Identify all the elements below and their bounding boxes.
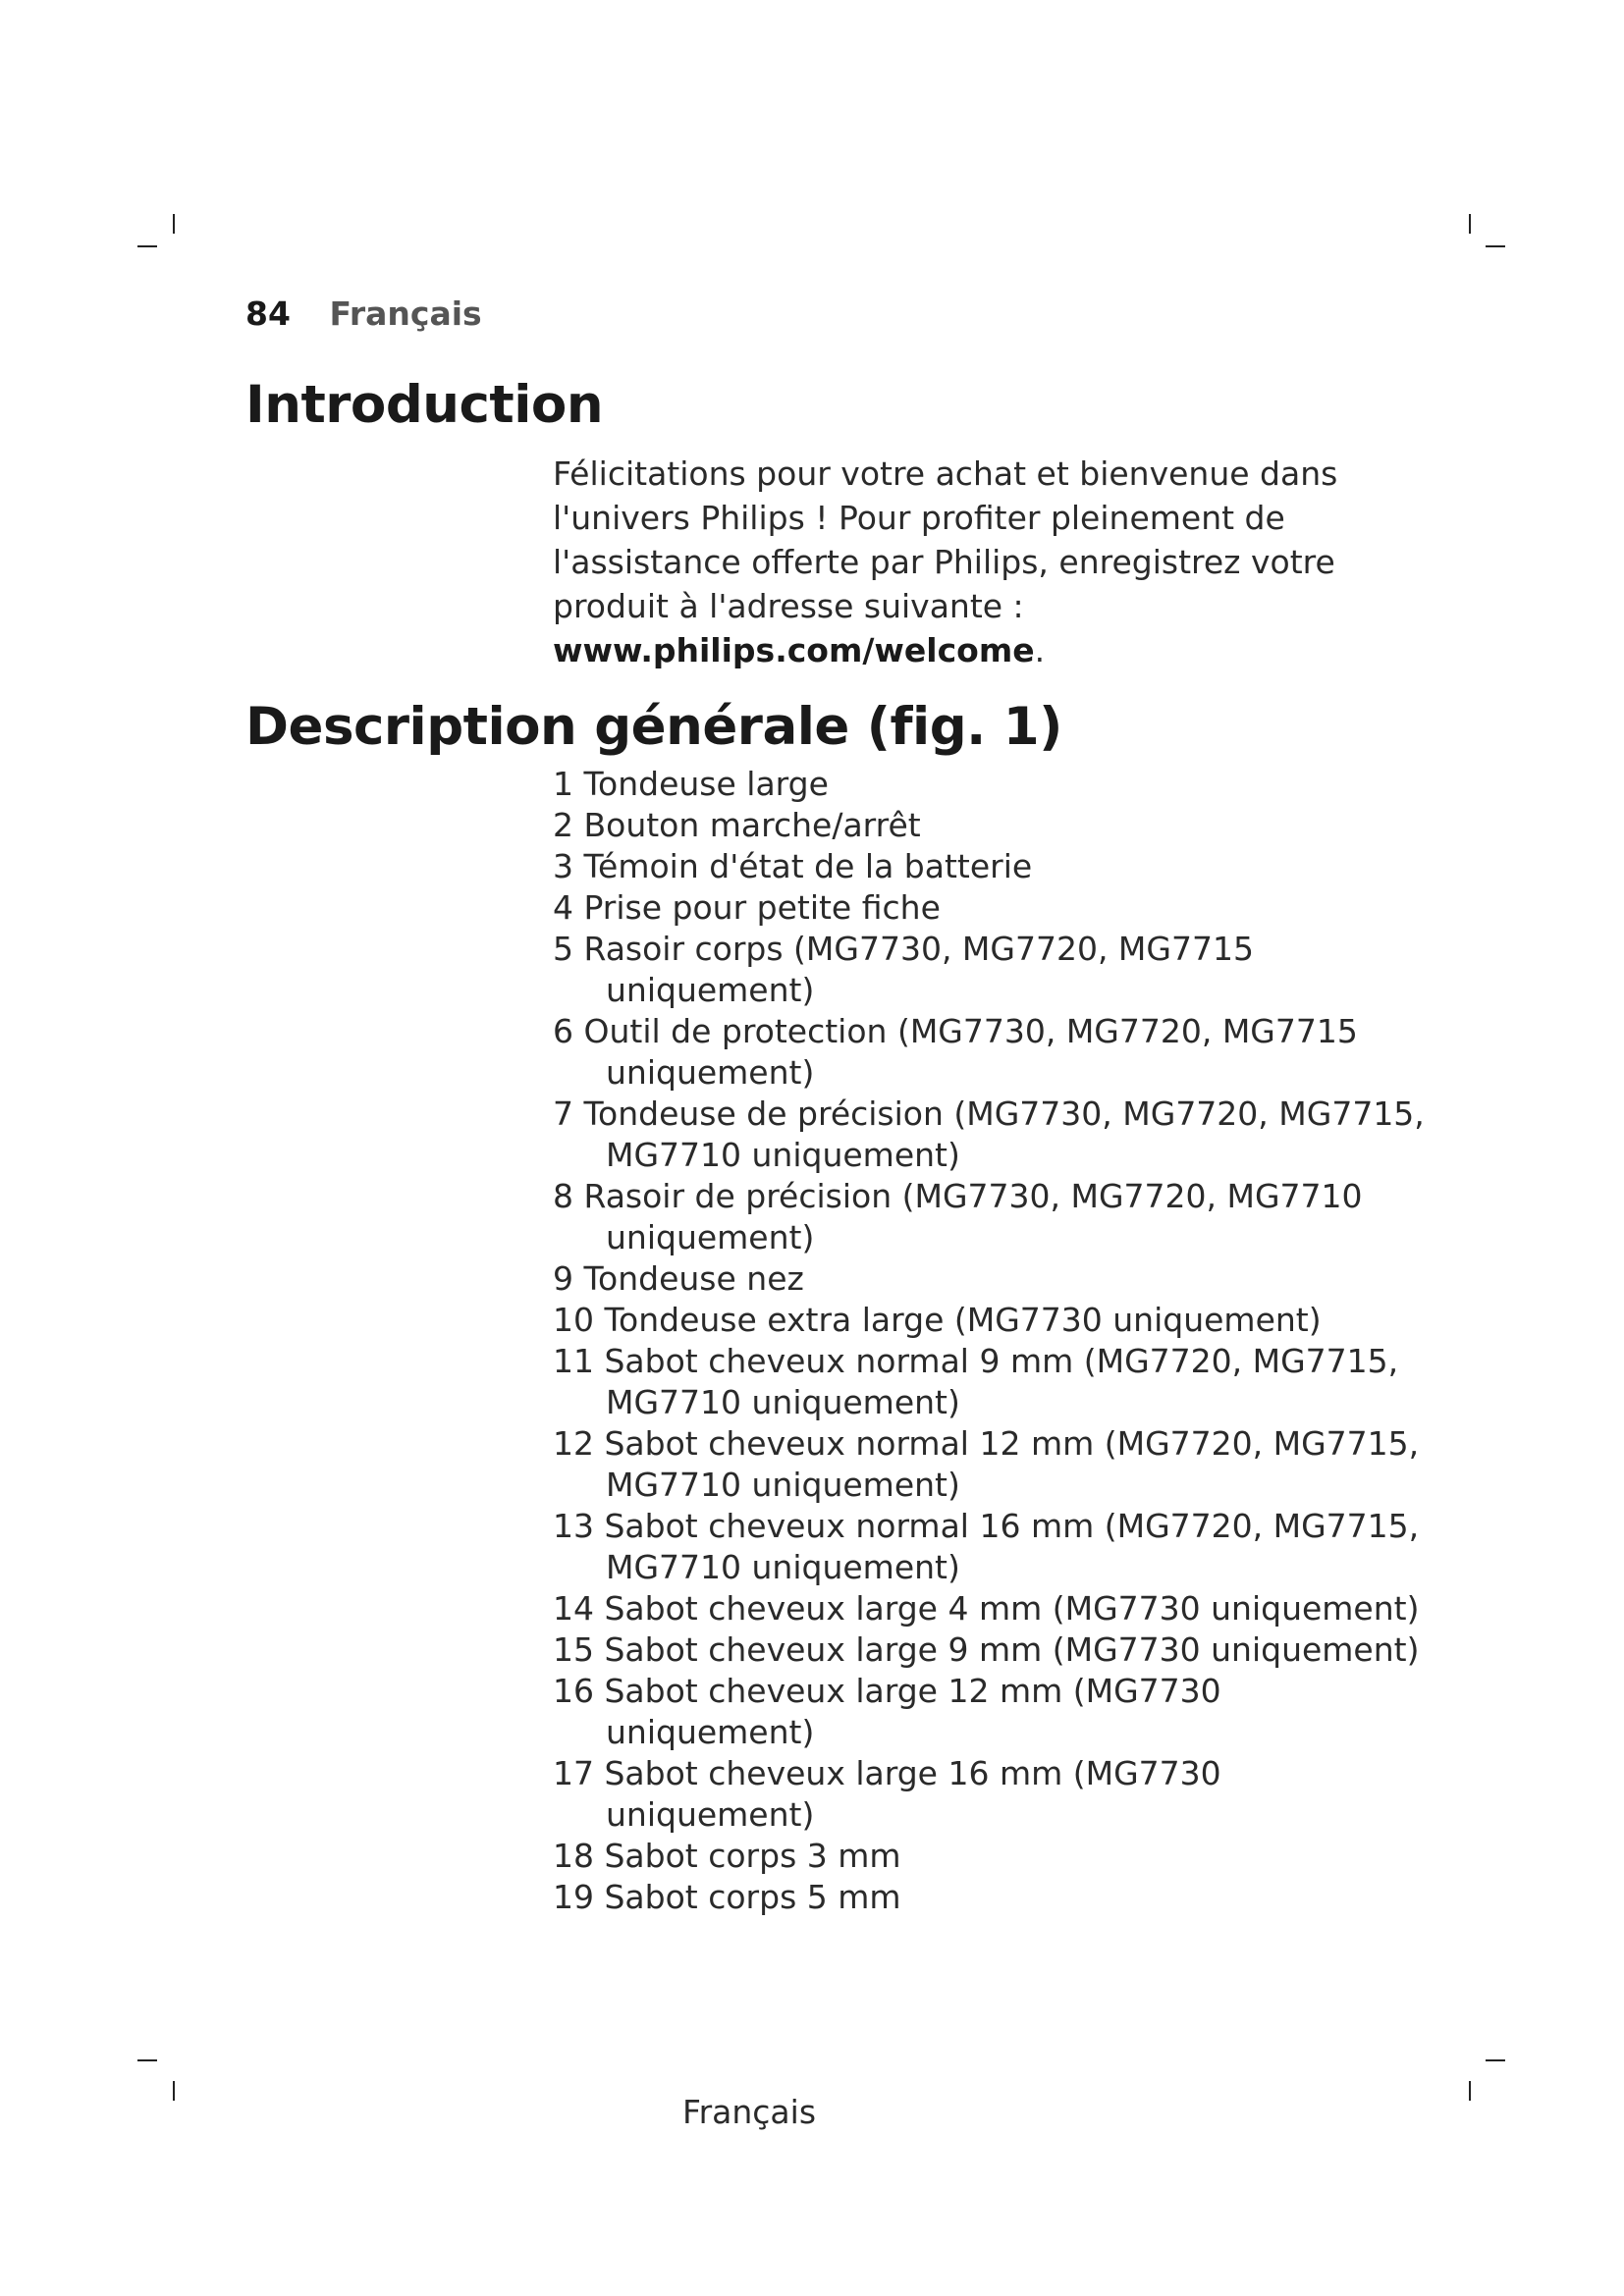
crop-mark-top-left-h	[137, 245, 157, 247]
crop-mark-bottom-right-h	[1486, 2059, 1505, 2061]
crop-mark-top-right-v	[1469, 214, 1471, 234]
crop-mark-bottom-left-h	[137, 2059, 157, 2061]
list-item: 8 Rasoir de précision (MG7730, MG7720, MG7710 uniquement)	[553, 1177, 1363, 1256]
crop-mark-top-left-v	[173, 214, 175, 234]
crop-mark-top-right-h	[1486, 245, 1505, 247]
page-header	[245, 294, 482, 333]
list-item: 1 Tondeuse large	[553, 765, 829, 803]
crop-mark-bottom-left-v	[173, 2081, 175, 2101]
list-item: 18 Sabot corps 3 mm	[553, 1837, 901, 1875]
introduction-trailing: .	[1034, 631, 1046, 669]
crop-mark-bottom-right-v	[1469, 2081, 1471, 2101]
list-item: 15 Sabot cheveux large 9 mm (MG7730 uniquement)	[553, 1630, 1420, 1669]
list-item: 14 Sabot cheveux large 4 mm (MG7730 uniquement)	[553, 1589, 1420, 1628]
list-item: 4 Prise pour petite fiche	[553, 888, 941, 927]
list-item: 11 Sabot cheveux normal 9 mm (MG7720, MG7715, MG7710 uniquement)	[553, 1342, 1399, 1421]
list-item: 17 Sabot cheveux large 16 mm (MG7730 uniquement)	[553, 1754, 1221, 1834]
list-item: 13 Sabot cheveux normal 16 mm (MG7720, MG7715, MG7710 uniquement)	[553, 1507, 1420, 1586]
introduction-title: Introduction	[245, 375, 604, 435]
introduction-body	[553, 452, 1397, 672]
list-item: 2 Bouton marche/arrêt	[553, 806, 921, 844]
list-item: 19 Sabot corps 5 mm	[553, 1878, 901, 1916]
list-item: 3 Témoin d'état de la batterie	[553, 847, 1033, 885]
page-number: 84	[245, 294, 291, 333]
list-item: 10 Tondeuse extra large (MG7730 uniquement)	[553, 1301, 1322, 1339]
list-item: 6 Outil de protection (MG7730, MG7720, MG7715 uniquement)	[553, 1012, 1358, 1092]
header-language: Français	[329, 294, 482, 333]
parts-list	[553, 764, 1436, 1918]
list-item: 16 Sabot cheveux large 12 mm (MG7730 uniquement)	[553, 1672, 1221, 1751]
list-item: 7 Tondeuse de précision (MG7730, MG7720, MG7715, MG7710 uniquement)	[553, 1095, 1425, 1174]
list-item: 9 Tondeuse nez	[553, 1259, 804, 1298]
page-footer: Français	[682, 2093, 817, 2131]
welcome-link[interactable]: www.philips.com/welcome	[553, 631, 1035, 669]
list-item: 12 Sabot cheveux normal 12 mm (MG7720, MG7715, MG7710 uniquement)	[553, 1424, 1420, 1504]
general-description-title: Description générale (fig. 1)	[245, 697, 1062, 757]
introduction-text: Félicitations pour votre achat et bienvenue dans l'univers Philips ! Pour profiter pleinement de l'assistance offerte par Philips, enregistrez votre produit à l'adresse suivante :	[553, 454, 1338, 625]
list-item: 5 Rasoir corps (MG7730, MG7720, MG7715 uniquement)	[553, 930, 1254, 1009]
